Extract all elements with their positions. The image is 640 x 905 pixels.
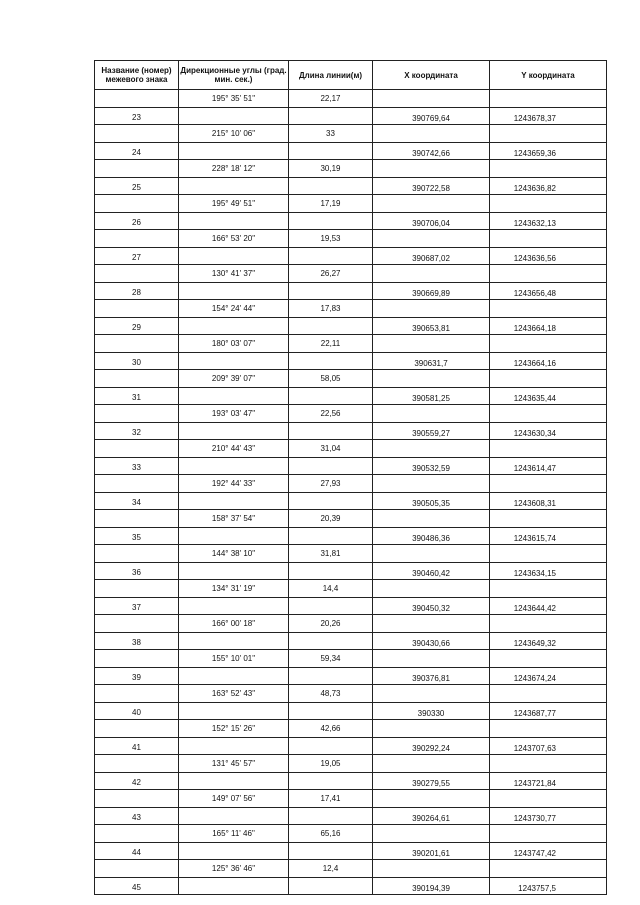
cell-line-length: 17,19	[289, 195, 373, 213]
cell-marker-name	[95, 755, 179, 773]
table-row	[95, 125, 607, 143]
table-row	[95, 825, 607, 843]
cell-direction-angle: 125° 36' 46"	[179, 860, 289, 878]
cell-y-coordinate: 1243721,84	[490, 772, 607, 790]
table-row	[95, 457, 607, 475]
cell-marker-name: 30	[95, 352, 179, 370]
cell-x-coordinate	[373, 230, 490, 248]
cell-marker-name	[95, 615, 179, 633]
cell-direction-angle	[179, 177, 289, 195]
cell-x-coordinate: 390669,89	[373, 282, 490, 300]
cell-x-coordinate: 390742,66	[373, 142, 490, 160]
cell-marker-name: 28	[95, 282, 179, 300]
cell-x-coordinate: 390532,59	[373, 457, 490, 475]
cell-y-coordinate	[490, 685, 607, 703]
cell-x-coordinate: 390460,42	[373, 562, 490, 580]
table-row	[95, 772, 607, 790]
cell-line-length: 22,56	[289, 405, 373, 423]
cell-line-length	[289, 107, 373, 125]
table-row	[95, 90, 607, 108]
cell-x-coordinate	[373, 90, 490, 108]
cell-y-coordinate	[490, 860, 607, 878]
cell-direction-angle: 210° 44' 43"	[179, 440, 289, 458]
header-marker-name: Название (номер) межевого знака	[95, 61, 179, 90]
cell-direction-angle: 192° 44' 33"	[179, 475, 289, 493]
cell-x-coordinate: 390687,02	[373, 247, 490, 265]
cell-y-coordinate	[490, 475, 607, 493]
cell-x-coordinate: 390653,81	[373, 317, 490, 335]
cell-y-coordinate	[490, 545, 607, 563]
cell-x-coordinate	[373, 720, 490, 738]
table-row	[95, 230, 607, 248]
cell-marker-name: 40	[95, 702, 179, 720]
cell-y-coordinate	[490, 510, 607, 528]
cell-x-coordinate	[373, 510, 490, 528]
cell-marker-name	[95, 790, 179, 808]
cell-direction-angle	[179, 212, 289, 230]
cell-line-length: 26,27	[289, 265, 373, 283]
cell-line-length: 20,26	[289, 615, 373, 633]
cell-marker-name	[95, 475, 179, 493]
table-row	[95, 527, 607, 545]
cell-direction-angle: 131° 45' 57"	[179, 755, 289, 773]
cell-x-coordinate	[373, 300, 490, 318]
cell-line-length	[289, 597, 373, 615]
table-row	[95, 107, 607, 125]
table-row	[95, 422, 607, 440]
cell-y-coordinate: 1243614,47	[490, 457, 607, 475]
cell-direction-angle	[179, 842, 289, 860]
cell-marker-name: 31	[95, 387, 179, 405]
cell-x-coordinate	[373, 475, 490, 493]
cell-x-coordinate: 390559,27	[373, 422, 490, 440]
cell-marker-name	[95, 720, 179, 738]
cell-marker-name	[95, 195, 179, 213]
cell-direction-angle: 166° 53' 20"	[179, 230, 289, 248]
cell-direction-angle	[179, 527, 289, 545]
table-row	[95, 720, 607, 738]
cell-direction-angle: 149° 07' 56"	[179, 790, 289, 808]
cell-y-coordinate: 1243608,31	[490, 492, 607, 510]
cell-line-length: 42,66	[289, 720, 373, 738]
cell-x-coordinate: 390201,61	[373, 842, 490, 860]
cell-x-coordinate	[373, 790, 490, 808]
cell-line-length: 58,05	[289, 370, 373, 388]
cell-marker-name	[95, 580, 179, 598]
cell-y-coordinate: 1243644,42	[490, 597, 607, 615]
table-row	[95, 440, 607, 458]
table-row	[95, 492, 607, 510]
cell-line-length	[289, 562, 373, 580]
table-row	[95, 142, 607, 160]
cell-marker-name: 38	[95, 632, 179, 650]
cell-marker-name	[95, 90, 179, 108]
table-row	[95, 562, 607, 580]
cell-marker-name	[95, 335, 179, 353]
cell-x-coordinate	[373, 335, 490, 353]
coordinates-document	[94, 60, 606, 895]
table-row	[95, 702, 607, 720]
cell-x-coordinate: 390292,24	[373, 737, 490, 755]
cell-marker-name: 33	[95, 457, 179, 475]
cell-y-coordinate: 1243687,77	[490, 702, 607, 720]
cell-marker-name	[95, 370, 179, 388]
table-row	[95, 160, 607, 178]
cell-marker-name: 29	[95, 317, 179, 335]
cell-marker-name: 25	[95, 177, 179, 195]
cell-y-coordinate	[490, 160, 607, 178]
cell-x-coordinate: 390450,32	[373, 597, 490, 615]
table-row	[95, 790, 607, 808]
cell-y-coordinate: 1243707,63	[490, 737, 607, 755]
table-row	[95, 335, 607, 353]
cell-y-coordinate	[490, 335, 607, 353]
cell-line-length: 22,17	[289, 90, 373, 108]
cell-x-coordinate	[373, 370, 490, 388]
cell-direction-angle	[179, 107, 289, 125]
cell-line-length: 22,11	[289, 335, 373, 353]
table-row	[95, 737, 607, 755]
cell-marker-name: 43	[95, 807, 179, 825]
cell-line-length	[289, 457, 373, 475]
cell-marker-name	[95, 685, 179, 703]
cell-direction-angle: 155° 10' 01"	[179, 650, 289, 668]
cell-direction-angle	[179, 422, 289, 440]
cell-y-coordinate	[490, 125, 607, 143]
cell-y-coordinate	[490, 370, 607, 388]
cell-x-coordinate	[373, 160, 490, 178]
table-row	[95, 632, 607, 650]
cell-y-coordinate: 1243757,5	[490, 877, 607, 895]
cell-x-coordinate	[373, 580, 490, 598]
cell-line-length	[289, 387, 373, 405]
cell-x-coordinate	[373, 195, 490, 213]
cell-direction-angle: 193° 03' 47"	[179, 405, 289, 423]
cell-x-coordinate	[373, 860, 490, 878]
cell-y-coordinate: 1243678,37	[490, 107, 607, 125]
cell-line-length	[289, 352, 373, 370]
cell-direction-angle	[179, 562, 289, 580]
cell-y-coordinate: 1243632,13	[490, 212, 607, 230]
cell-direction-angle: 163° 52' 43"	[179, 685, 289, 703]
cell-y-coordinate	[490, 615, 607, 633]
cell-y-coordinate	[490, 825, 607, 843]
cell-line-length: 31,81	[289, 545, 373, 563]
table-row	[95, 597, 607, 615]
cell-direction-angle: 152° 15' 26"	[179, 720, 289, 738]
cell-line-length	[289, 492, 373, 510]
table-row	[95, 370, 607, 388]
cell-x-coordinate	[373, 265, 490, 283]
cell-direction-angle	[179, 877, 289, 895]
cell-marker-name	[95, 160, 179, 178]
table-row	[95, 807, 607, 825]
table-row	[95, 580, 607, 598]
cell-line-length	[289, 142, 373, 160]
cell-direction-angle	[179, 492, 289, 510]
cell-direction-angle: 144° 38' 10"	[179, 545, 289, 563]
cell-direction-angle: 180° 03' 07"	[179, 335, 289, 353]
cell-x-coordinate	[373, 685, 490, 703]
cell-direction-angle: 215° 10' 06"	[179, 125, 289, 143]
cell-line-length: 19,53	[289, 230, 373, 248]
cell-x-coordinate: 390279,55	[373, 772, 490, 790]
cell-direction-angle: 166° 00' 18"	[179, 615, 289, 633]
cell-line-length: 31,04	[289, 440, 373, 458]
cell-direction-angle	[179, 282, 289, 300]
cell-direction-angle	[179, 632, 289, 650]
boundary-coordinates-table	[94, 60, 607, 895]
table-row	[95, 842, 607, 860]
cell-y-coordinate: 1243656,48	[490, 282, 607, 300]
table-row	[95, 667, 607, 685]
cell-direction-angle: 154° 24' 44"	[179, 300, 289, 318]
cell-marker-name: 44	[95, 842, 179, 860]
cell-direction-angle	[179, 352, 289, 370]
cell-line-length: 20,39	[289, 510, 373, 528]
cell-y-coordinate: 1243634,15	[490, 562, 607, 580]
cell-y-coordinate	[490, 230, 607, 248]
table-row	[95, 860, 607, 878]
cell-x-coordinate	[373, 755, 490, 773]
table-row	[95, 545, 607, 563]
cell-x-coordinate	[373, 405, 490, 423]
cell-marker-name	[95, 545, 179, 563]
cell-x-coordinate	[373, 615, 490, 633]
cell-direction-angle	[179, 667, 289, 685]
cell-y-coordinate	[490, 580, 607, 598]
cell-direction-angle	[179, 317, 289, 335]
cell-line-length	[289, 737, 373, 755]
cell-marker-name: 39	[95, 667, 179, 685]
table-row	[95, 352, 607, 370]
table-row	[95, 212, 607, 230]
cell-y-coordinate	[490, 405, 607, 423]
header-x-coordinate: X координата	[373, 61, 490, 90]
cell-marker-name: 32	[95, 422, 179, 440]
cell-x-coordinate: 390376,81	[373, 667, 490, 685]
table-row	[95, 877, 607, 895]
cell-direction-angle	[179, 772, 289, 790]
cell-marker-name	[95, 265, 179, 283]
cell-x-coordinate: 390430,66	[373, 632, 490, 650]
cell-y-coordinate: 1243659,36	[490, 142, 607, 160]
cell-line-length: 17,41	[289, 790, 373, 808]
cell-marker-name: 41	[95, 737, 179, 755]
cell-marker-name: 37	[95, 597, 179, 615]
cell-y-coordinate: 1243636,82	[490, 177, 607, 195]
cell-y-coordinate: 1243615,74	[490, 527, 607, 545]
cell-x-coordinate: 390194,39	[373, 877, 490, 895]
cell-direction-angle: 134° 31' 19"	[179, 580, 289, 598]
table-row	[95, 265, 607, 283]
cell-x-coordinate	[373, 825, 490, 843]
cell-line-length: 59,34	[289, 650, 373, 668]
cell-marker-name	[95, 125, 179, 143]
cell-marker-name	[95, 440, 179, 458]
table-row	[95, 615, 607, 633]
cell-direction-angle: 195° 35' 51"	[179, 90, 289, 108]
table-header-row	[95, 61, 607, 90]
cell-y-coordinate	[490, 720, 607, 738]
cell-line-length	[289, 877, 373, 895]
cell-direction-angle	[179, 457, 289, 475]
cell-direction-angle: 228° 18' 12"	[179, 160, 289, 178]
table-row	[95, 685, 607, 703]
cell-y-coordinate: 1243664,18	[490, 317, 607, 335]
cell-marker-name: 42	[95, 772, 179, 790]
cell-marker-name	[95, 860, 179, 878]
cell-line-length	[289, 317, 373, 335]
cell-line-length: 12,4	[289, 860, 373, 878]
cell-line-length: 65,16	[289, 825, 373, 843]
cell-x-coordinate: 390631,7	[373, 352, 490, 370]
table-row	[95, 755, 607, 773]
cell-line-length: 17,83	[289, 300, 373, 318]
cell-line-length	[289, 282, 373, 300]
cell-line-length	[289, 212, 373, 230]
cell-line-length	[289, 702, 373, 720]
table-row	[95, 387, 607, 405]
cell-line-length	[289, 527, 373, 545]
cell-marker-name: 35	[95, 527, 179, 545]
cell-direction-angle: 158° 37' 54"	[179, 510, 289, 528]
cell-marker-name: 45	[95, 877, 179, 895]
table-row	[95, 300, 607, 318]
cell-marker-name	[95, 405, 179, 423]
cell-x-coordinate: 390330	[373, 702, 490, 720]
cell-y-coordinate	[490, 440, 607, 458]
header-direction-angle: Дирекционные углы (град. мин. сек.)	[179, 61, 289, 90]
cell-x-coordinate	[373, 440, 490, 458]
cell-x-coordinate	[373, 125, 490, 143]
cell-y-coordinate	[490, 265, 607, 283]
table-row	[95, 195, 607, 213]
cell-direction-angle	[179, 597, 289, 615]
cell-line-length	[289, 247, 373, 265]
cell-line-length	[289, 807, 373, 825]
cell-direction-angle	[179, 387, 289, 405]
table-row	[95, 475, 607, 493]
cell-direction-angle: 209° 39' 07"	[179, 370, 289, 388]
cell-marker-name: 26	[95, 212, 179, 230]
table-row	[95, 317, 607, 335]
cell-y-coordinate	[490, 300, 607, 318]
cell-y-coordinate	[490, 195, 607, 213]
cell-direction-angle: 130° 41' 37"	[179, 265, 289, 283]
cell-line-length: 14,4	[289, 580, 373, 598]
cell-x-coordinate: 390264,61	[373, 807, 490, 825]
cell-marker-name	[95, 300, 179, 318]
cell-marker-name: 36	[95, 562, 179, 580]
cell-line-length: 27,93	[289, 475, 373, 493]
cell-x-coordinate: 390769,64	[373, 107, 490, 125]
cell-x-coordinate: 390722,58	[373, 177, 490, 195]
cell-line-length	[289, 422, 373, 440]
cell-x-coordinate: 390706,04	[373, 212, 490, 230]
cell-marker-name	[95, 825, 179, 843]
cell-y-coordinate: 1243674,24	[490, 667, 607, 685]
cell-direction-angle	[179, 807, 289, 825]
cell-y-coordinate	[490, 790, 607, 808]
table-row	[95, 510, 607, 528]
cell-marker-name: 34	[95, 492, 179, 510]
cell-marker-name	[95, 650, 179, 668]
cell-marker-name: 27	[95, 247, 179, 265]
cell-line-length	[289, 842, 373, 860]
cell-direction-angle	[179, 142, 289, 160]
cell-direction-angle: 165° 11' 46"	[179, 825, 289, 843]
cell-y-coordinate	[490, 90, 607, 108]
cell-line-length: 30,19	[289, 160, 373, 178]
header-y-coordinate: Y координата	[490, 61, 607, 90]
cell-y-coordinate: 1243635,44	[490, 387, 607, 405]
cell-direction-angle: 195° 49' 51"	[179, 195, 289, 213]
header-line-length: Длина линии(м)	[289, 61, 373, 90]
table-row	[95, 405, 607, 423]
cell-line-length	[289, 667, 373, 685]
table-row	[95, 177, 607, 195]
cell-x-coordinate	[373, 545, 490, 563]
cell-line-length: 48,73	[289, 685, 373, 703]
cell-line-length	[289, 632, 373, 650]
cell-x-coordinate: 390505,35	[373, 492, 490, 510]
cell-y-coordinate: 1243730,77	[490, 807, 607, 825]
table-row	[95, 247, 607, 265]
cell-marker-name	[95, 230, 179, 248]
cell-line-length: 19,05	[289, 755, 373, 773]
cell-y-coordinate: 1243747,42	[490, 842, 607, 860]
cell-marker-name: 24	[95, 142, 179, 160]
cell-marker-name: 23	[95, 107, 179, 125]
cell-y-coordinate	[490, 755, 607, 773]
cell-x-coordinate: 390581,25	[373, 387, 490, 405]
cell-y-coordinate: 1243664,16	[490, 352, 607, 370]
cell-x-coordinate: 390486,36	[373, 527, 490, 545]
table-row	[95, 650, 607, 668]
cell-line-length	[289, 177, 373, 195]
cell-direction-angle	[179, 737, 289, 755]
cell-x-coordinate	[373, 650, 490, 668]
cell-y-coordinate: 1243649,32	[490, 632, 607, 650]
cell-marker-name	[95, 510, 179, 528]
cell-direction-angle	[179, 702, 289, 720]
cell-line-length: 33	[289, 125, 373, 143]
cell-y-coordinate: 1243636,56	[490, 247, 607, 265]
cell-line-length	[289, 772, 373, 790]
table-row	[95, 282, 607, 300]
cell-y-coordinate	[490, 650, 607, 668]
cell-direction-angle	[179, 247, 289, 265]
cell-y-coordinate: 1243630,34	[490, 422, 607, 440]
